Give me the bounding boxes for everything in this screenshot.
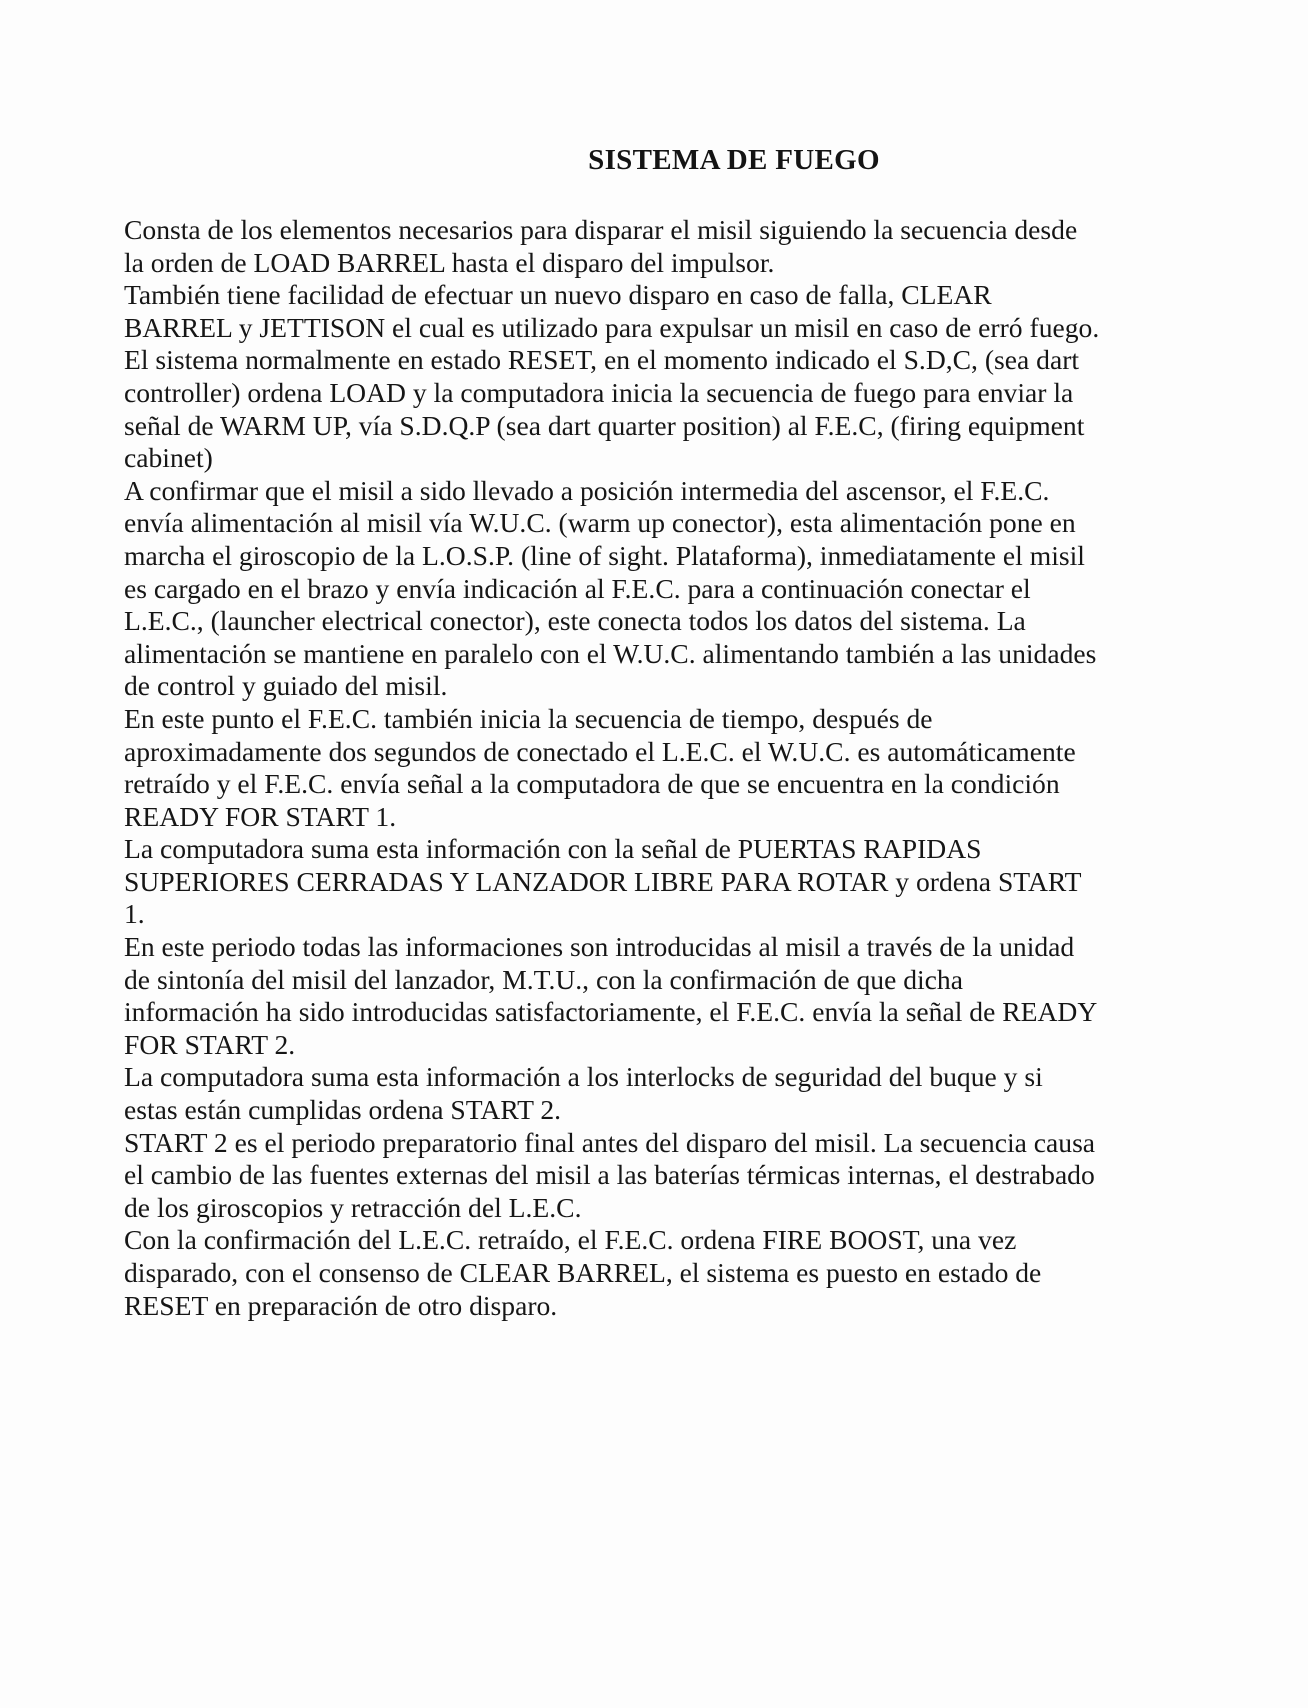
text-line: de control y guiado del misil. (124, 670, 448, 702)
text-line: También tiene facilidad de efectuar un nuevo disparo en caso de falla, CLEAR (124, 279, 992, 311)
text-line: En este periodo todas las informaciones son introducidas al misil a través de la unidad (124, 931, 1075, 963)
text-line: A confirmar que el misil a sido llevado a posición intermedia del ascensor, el F.E.C. (124, 474, 1050, 506)
text-line: es cargado en el brazo y envía indicación al F.E.C. para a continuación conectar el (124, 572, 1031, 604)
text-line: marcha el giroscopio de la L.O.S.P. (line of sight. Plataforma), inmediatamente el misil (124, 539, 1085, 571)
text-line: L.E.C., (launcher electrical conector), este conecta todos los datos del sistema. La (124, 605, 1026, 637)
text-line: La computadora suma esta información a los interlocks de seguridad del buque y si (124, 1061, 1043, 1093)
text-line: El sistema normalmente en estado RESET, en el momento indicado el S.D,C, (sea dart (124, 344, 1080, 376)
text-line: de los giroscopios y retracción del L.E.C. (124, 1191, 582, 1223)
text-line: disparado, con el consenso de CLEAR BARREL, el sistema es puesto en estado de (124, 1257, 1042, 1288)
text-line: La computadora suma esta información con la señal de PUERTAS RAPIDAS (124, 833, 982, 865)
document-body (124, 214, 1234, 1322)
text-line: la orden de LOAD BARREL hasta el disparo del impulsor. (124, 246, 775, 278)
text-line: Con la confirmación del L.E.C. retraído, el F.E.C. ordena FIRE BOOST, una vez (124, 1224, 1017, 1256)
text-line: de sintonía del misil del lanzador, M.T.U., con la confirmación de que dicha (124, 963, 963, 995)
text-line: 1. (124, 898, 145, 930)
text-line: SUPERIORES CERRADAS Y LANZADOR LIBRE PARA ROTAR y ordena START (124, 865, 1082, 897)
text-line: En este punto el F.E.C. también inicia la secuencia de tiempo, después de (124, 702, 933, 734)
text-line: señal de WARM UP, vía S.D.Q.P (sea dart quarter position) al F.E.C, (firing equipment (124, 409, 1085, 441)
text-line: Consta de los elementos necesarios para disparar el misil siguiendo la secuencia desde (124, 214, 1078, 245)
text-line: RESET en preparación de otro disparo. (124, 1289, 558, 1321)
text-line: retraído y el F.E.C. envía señal a la computadora de que se encuentra en la condición (124, 768, 1060, 800)
text-line: información ha sido introducidas satisfactoriamente, el F.E.C. envía la señal de READY (124, 996, 1098, 1028)
text-line: START 2 es el periodo preparatorio final antes del disparo del misil. La secuencia causa (124, 1126, 1096, 1158)
text-line: envía alimentación al misil vía W.U.C. (warm up conector), esta alimentación pone en (124, 507, 1076, 539)
text-line: estas están cumplidas ordena START 2. (124, 1094, 562, 1126)
text-line: alimentación se mantiene en paralelo con el W.U.C. alimentando también a las unidades (124, 637, 1097, 669)
text-line: cabinet) (124, 442, 213, 474)
text-line: BARREL y JETTISON el cual es utilizado para expulsar un misil en caso de erró fuego. (124, 311, 1100, 343)
text-line: aproximadamente dos segundos de conectado el L.E.C. el W.U.C. es automáticamente (124, 735, 1076, 767)
text-line: READY FOR START 1. (124, 800, 397, 832)
text-line: controller) ordena LOAD y la computadora inicia la secuencia de fuego para enviar la (124, 376, 1074, 408)
document-title: SISTEMA DE FUEGO (588, 144, 880, 176)
text-line: FOR START 2. (124, 1028, 296, 1060)
text-line: el cambio de las fuentes externas del misil a las baterías térmicas internas, el destrabado (124, 1159, 1095, 1191)
